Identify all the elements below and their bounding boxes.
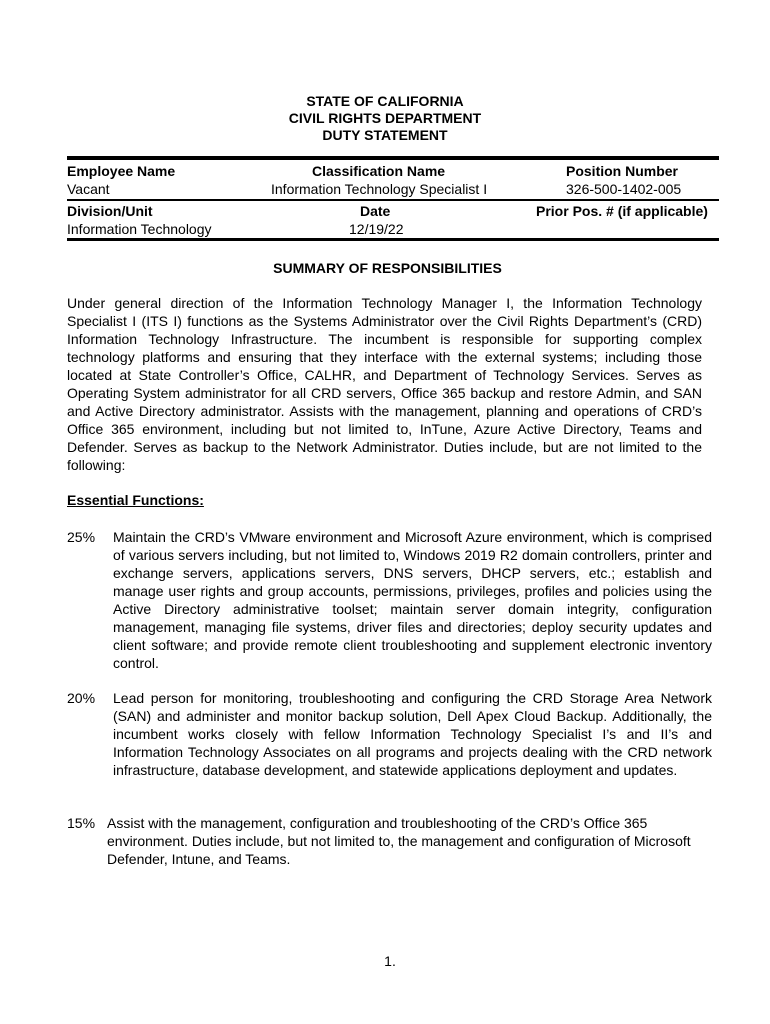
- prior-position-label: Prior Pos. # (if applicable): [536, 203, 708, 219]
- summary-title: SUMMARY OF RESPONSIBILITIES: [273, 260, 502, 276]
- top-rule: [67, 156, 719, 160]
- summary-text: Under general direction of the Information Technology Manager I, the Information Technology Specialist I (ITS I) functions as the Systems Administrator over the Civil Rights Department’s (CRD) Information Technology Infrastructure. The incumbent is responsible for supporting complex technology platforms and ensuring that they interface with the external systems; including those located at State Controller’s Office, CALHR, and Department of Technology Services. Serves as Operating System administrator for all CRD servers, Office 365 backup and restore Admin, and SAN and Active Directory administrator. Assists with the management, planning and operations of CRD’s Office 365 environment, including but not limited to, InTune, Azure Active Directory, Teams and Defender. Serves as backup to the Network Administrator. Duties include, but are not limited to the following:: [67, 295, 702, 473]
- employee-name-value: Vacant: [67, 181, 110, 197]
- header-department: CIVIL RIGHTS DEPARTMENT: [288, 110, 482, 126]
- function-3-percent: 15%: [67, 815, 96, 831]
- function-1-text: Maintain the CRD’s VMware environment and Microsoft Azure environment, which is comprised of various servers including, but not limited to, Windows 2019 R2 domain controllers, printer and exchange servers, applications servers, DNS servers, DHCP servers, etc.; establish and manage user rights and group accounts, permissions, privileges, profiles and policies using the Active Directory administrative toolset; maintain server domain integrity, configuration management, managing file systems, driver files and directories; deploy security updates and client software; and provide remote client troubleshooting and supplement electronic inventory control.: [113, 529, 712, 671]
- classification-label: Classification Name: [312, 163, 446, 179]
- division-value: Information Technology: [67, 221, 212, 237]
- employee-name-label: Employee Name: [67, 163, 176, 179]
- date-value: 12/19/22: [349, 221, 404, 237]
- function-2-percent: 20%: [67, 690, 96, 706]
- date-label: Date: [360, 203, 391, 219]
- function-2-text: Lead person for monitoring, troubleshooting and configuring the CRD Storage Area Network (SAN) and administer and monitor backup solution, Dell Apex Cloud Backup. Additionally, the incumbent works closely with fellow Information Technology Specialist I’s and II’s and Information Technology Associates on all programs and projects dealing with the CRD network infrastructure, database development, and statewide applications deployment and updates.: [113, 690, 712, 778]
- essential-functions-heading: Essential Functions:: [67, 492, 204, 508]
- position-number-value: 326-500-1402-005: [566, 181, 682, 197]
- header-title: DUTY STATEMENT: [322, 127, 448, 143]
- summary-paragraph: [67, 294, 702, 474]
- page-number: 1.: [384, 953, 396, 969]
- bottom-rule: [67, 238, 719, 241]
- function-1-percent: 25%: [67, 529, 96, 545]
- classification-value: Information Technology Specialist I: [271, 181, 488, 197]
- header-state: STATE OF CALIFORNIA: [306, 93, 464, 109]
- division-label: Division/Unit: [67, 203, 153, 219]
- position-number-label: Position Number: [566, 163, 679, 179]
- middle-rule: [67, 199, 719, 201]
- function-3-text: Assist with the management, configuration and troubleshooting of the CRD’s Office 365 environment. Duties include, but not limited to, the management and configuration of Microsoft Defender, Intune, and Teams.: [107, 815, 691, 867]
